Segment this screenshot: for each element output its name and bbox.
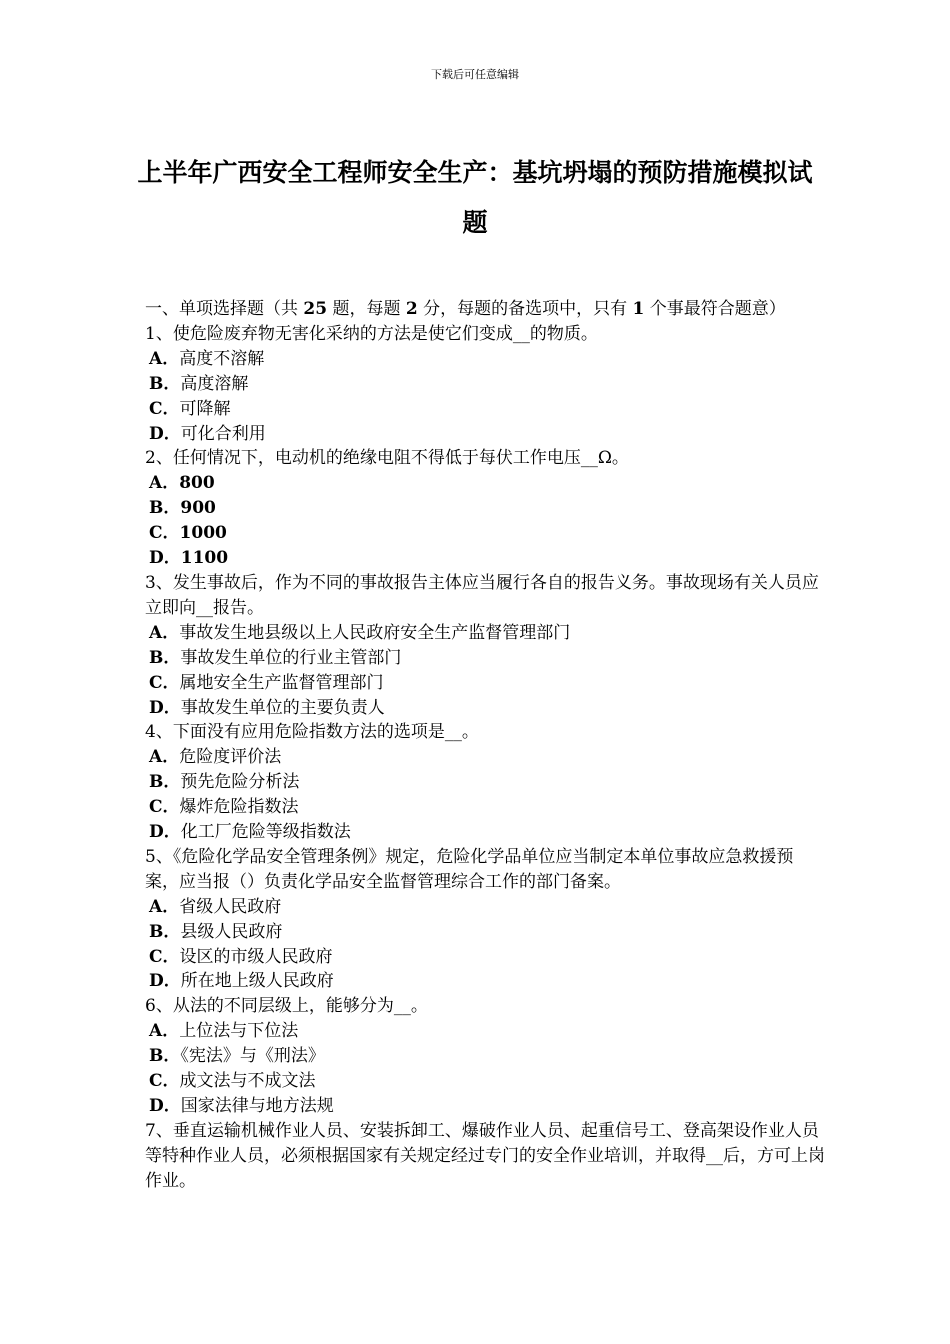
option-text: 可化合利用 bbox=[180, 423, 266, 444]
answer-option bbox=[145, 895, 825, 920]
answer-option bbox=[145, 621, 825, 646]
section-heading-mid1: 题，每题 bbox=[327, 299, 406, 319]
option-letter: B． bbox=[149, 498, 181, 519]
answer-option bbox=[145, 646, 825, 671]
option-text: 高度溶解 bbox=[180, 373, 249, 394]
option-text: 化工厂危险等级指数法 bbox=[180, 822, 351, 843]
answer-option bbox=[145, 372, 825, 397]
answer-option bbox=[145, 696, 825, 721]
question-stem: 发生事故后，作为不同的事故报告主体应当履行各自的报告义务。事故现场有关人员应立即向__报告。 bbox=[145, 572, 819, 618]
answer-option bbox=[145, 671, 825, 696]
question-item bbox=[145, 994, 825, 1119]
option-letter: D． bbox=[149, 697, 181, 718]
answer-option bbox=[145, 745, 825, 770]
question-text bbox=[145, 1119, 825, 1194]
option-letter: B． bbox=[149, 373, 181, 394]
option-text: 所在地上级人民政府 bbox=[180, 971, 334, 992]
option-text: 成文法与不成文法 bbox=[179, 1071, 316, 1092]
option-text: 1100 bbox=[180, 548, 229, 569]
points-per-question: 2 bbox=[405, 299, 418, 319]
section-heading-mid2: 分，每题的备选项中，只有 bbox=[417, 299, 633, 319]
question-text bbox=[145, 446, 825, 471]
answer-option bbox=[145, 1069, 825, 1094]
option-letter: B． bbox=[149, 1046, 181, 1067]
option-text: 属地安全生产监督管理部门 bbox=[179, 672, 384, 693]
option-letter: D． bbox=[149, 971, 181, 992]
question-number: 3、 bbox=[145, 572, 173, 593]
question-number: 7、 bbox=[145, 1120, 173, 1141]
section-heading bbox=[145, 297, 825, 322]
option-letter: A． bbox=[149, 473, 180, 494]
question-item bbox=[145, 571, 825, 720]
question-number: 5、 bbox=[145, 846, 173, 867]
answer-option bbox=[145, 422, 825, 447]
question-text bbox=[145, 994, 825, 1019]
option-letter: D． bbox=[149, 423, 181, 444]
question-text bbox=[145, 322, 825, 347]
question-number: 4、 bbox=[145, 722, 173, 743]
option-text: 危险度评价法 bbox=[179, 747, 282, 768]
option-text: 上位法与下位法 bbox=[179, 1021, 299, 1042]
question-number: 6、 bbox=[145, 996, 173, 1017]
answer-option bbox=[145, 471, 825, 496]
header-note: 下载后可任意编辑 bbox=[431, 68, 519, 81]
question-text bbox=[145, 720, 825, 745]
option-letter: B． bbox=[149, 921, 181, 942]
question-item bbox=[145, 720, 825, 845]
question-item bbox=[145, 845, 825, 994]
answer-option bbox=[145, 1094, 825, 1119]
question-number: 1、 bbox=[145, 323, 173, 344]
option-letter: A． bbox=[149, 896, 180, 917]
question-item bbox=[145, 322, 825, 447]
answer-option bbox=[145, 820, 825, 845]
option-text: 县级人民政府 bbox=[180, 921, 283, 942]
option-text: 事故发生地县级以上人民政府安全生产监督管理部门 bbox=[179, 622, 571, 643]
question-number: 2、 bbox=[145, 448, 173, 469]
question-list bbox=[145, 322, 825, 1194]
question-stem: 任何情况下，电动机的绝缘电阻不得低于每伏工作电压__Ω。 bbox=[172, 448, 629, 469]
option-text: 爆炸危险指数法 bbox=[179, 797, 299, 818]
question-stem: 《危险化学品安全管理条例》规定，危险化学品单位应当制定本单位事故应急救援预案，应当报（）负责化学品安全监督管理综合工作的部门备案。 bbox=[145, 846, 794, 892]
option-letter: B． bbox=[149, 772, 181, 793]
option-text: 预先危险分析法 bbox=[180, 772, 300, 793]
option-letter: A． bbox=[149, 622, 180, 643]
option-text: 800 bbox=[179, 473, 215, 494]
option-letter: C． bbox=[149, 523, 180, 544]
question-text bbox=[145, 571, 825, 621]
question-stem: 下面没有应用危险指数方法的选项是__。 bbox=[172, 722, 479, 743]
option-letter: D． bbox=[149, 548, 181, 569]
answer-option bbox=[145, 496, 825, 521]
question-stem: 使危险废弃物无害化采纳的方法是使它们变成__的物质。 bbox=[172, 323, 598, 344]
option-text: 国家法律与地方法规 bbox=[180, 1096, 334, 1116]
option-text: 高度不溶解 bbox=[179, 348, 265, 369]
option-letter: A． bbox=[149, 747, 180, 768]
option-letter: C． bbox=[149, 398, 180, 419]
option-text: 可降解 bbox=[179, 398, 231, 419]
option-text: 事故发生单位的主要负责人 bbox=[180, 697, 385, 718]
option-letter: A． bbox=[149, 1021, 180, 1042]
option-letter: C． bbox=[149, 797, 180, 818]
answer-option bbox=[145, 397, 825, 422]
option-text: 900 bbox=[180, 498, 216, 519]
question-text bbox=[145, 845, 825, 895]
section-heading-prefix: 一、单项选择题（共 bbox=[145, 299, 304, 319]
answer-option bbox=[145, 347, 825, 372]
answer-option bbox=[145, 920, 825, 945]
option-text: 设区的市级人民政府 bbox=[179, 946, 333, 967]
exam-content bbox=[145, 297, 825, 1194]
option-letter: B． bbox=[149, 647, 181, 668]
question-stem: 垂直运输机械作业人员、安装拆卸工、爆破作业人员、起重信号工、登高架设作业人员等特种作业人员，必须根据国家有关规定经过专门的安全作业培训，并取得__后，方可上岗作业。 bbox=[145, 1120, 825, 1191]
question-item bbox=[145, 446, 825, 571]
option-letter: D． bbox=[149, 1096, 181, 1116]
answer-option bbox=[145, 546, 825, 571]
option-letter: D． bbox=[149, 822, 181, 843]
option-text: 省级人民政府 bbox=[179, 896, 282, 917]
option-text: 1000 bbox=[179, 523, 227, 544]
answer-option bbox=[145, 521, 825, 546]
answer-option bbox=[145, 1019, 825, 1044]
option-letter: A． bbox=[149, 348, 180, 369]
correct-count: 1 bbox=[632, 299, 645, 319]
option-text: 《宪法》与《刑法》 bbox=[180, 1046, 325, 1067]
answer-option bbox=[145, 770, 825, 795]
answer-option bbox=[145, 969, 825, 994]
section-heading-suffix: 个事最符合题意） bbox=[644, 299, 786, 319]
question-item bbox=[145, 1119, 825, 1194]
option-letter: C． bbox=[149, 946, 180, 967]
answer-option bbox=[145, 945, 825, 970]
option-letter: C． bbox=[149, 672, 180, 693]
document-title: 上半年广西安全工程师安全生产：基坑坍塌的预防措施模拟试题 bbox=[137, 158, 813, 237]
question-count: 25 bbox=[303, 299, 328, 319]
option-text: 事故发生单位的行业主管部门 bbox=[180, 647, 402, 668]
answer-option bbox=[145, 795, 825, 820]
option-letter: C． bbox=[149, 1071, 180, 1092]
answer-option bbox=[145, 1044, 825, 1069]
question-stem: 从法的不同层级上，能够分为__。 bbox=[172, 996, 428, 1017]
